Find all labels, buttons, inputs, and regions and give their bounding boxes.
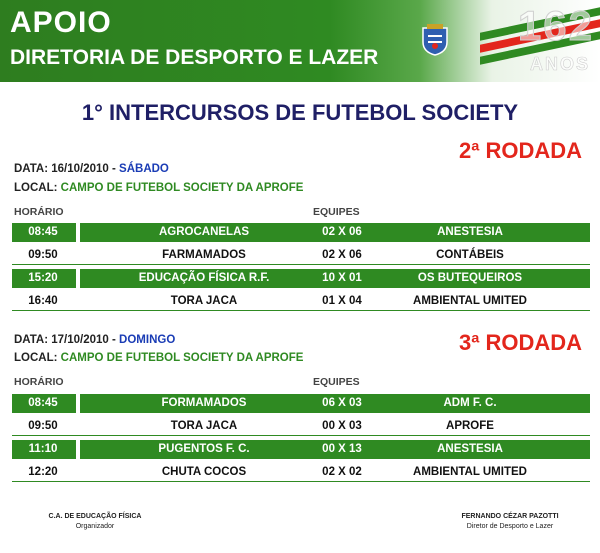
- home-team: PUGENTOS F. C.: [158, 443, 250, 455]
- score: 10 X 01: [322, 272, 362, 284]
- home-team: CHUTA COCOS: [161, 466, 247, 478]
- away-team: ADM F. C.: [443, 397, 497, 409]
- home-team: FARMAMADOS: [162, 249, 246, 261]
- home-team: AGROCANELAS: [158, 226, 250, 238]
- table-row: [12, 269, 590, 288]
- page-title: 1° INTERCURSOS DE FUTEBOL SOCIETY: [81, 100, 519, 125]
- away-team: ANESTESIA: [437, 226, 503, 238]
- column-header-teams: EQUIPES: [313, 206, 360, 218]
- anniversary-label: ANOS: [529, 54, 590, 74]
- table-row: [12, 246, 590, 265]
- score: 06 X 03: [322, 397, 362, 409]
- score: 00 X 13: [322, 443, 362, 455]
- table-row: [12, 394, 590, 413]
- header-banner: [0, 0, 600, 82]
- match-location: [14, 352, 303, 364]
- day-label: SÁBADO: [119, 163, 169, 175]
- score: 02 X 06: [322, 226, 362, 238]
- column-header-teams: EQUIPES: [313, 376, 360, 388]
- score: 00 X 03: [322, 420, 362, 432]
- away-team: APROFE: [446, 420, 494, 432]
- home-team: EDUCAÇÃO FÍSICA R.F.: [138, 272, 270, 284]
- score: 02 X 06: [322, 249, 362, 261]
- organizer-role: Organizador: [75, 523, 115, 530]
- home-team: TORA JACA: [170, 420, 238, 432]
- local-label: LOCAL:: [14, 352, 61, 364]
- banner-subtitle: DIRETORIA DE DESPORTO E LAZER: [10, 46, 379, 69]
- table-row: [12, 223, 590, 242]
- game-time: 09:50: [28, 420, 58, 432]
- table-row: [12, 463, 590, 482]
- anniversary-number: 162: [517, 2, 594, 49]
- local-label: LOCAL:: [14, 182, 61, 194]
- day-label: DOMINGO: [119, 334, 176, 346]
- score: 01 X 04: [322, 295, 362, 307]
- table-row: [12, 440, 590, 459]
- match-date: [14, 163, 169, 175]
- round-label: 3ª RODADA: [458, 330, 582, 355]
- game-time: 16:40: [28, 295, 58, 307]
- game-time: 08:45: [28, 397, 58, 409]
- game-time: 12:20: [28, 466, 58, 478]
- match-location: [14, 182, 303, 194]
- column-header-time: HORÁRIO: [14, 206, 64, 218]
- signature-director: [430, 512, 590, 532]
- date-label: DATA: 16/10/2010 -: [14, 163, 120, 175]
- date-label: DATA: 17/10/2010 -: [14, 334, 120, 346]
- away-team: ANESTESIA: [437, 443, 503, 455]
- game-time: 08:45: [28, 226, 58, 238]
- away-team: CONTÁBEIS: [436, 249, 504, 261]
- table-row: [12, 292, 590, 311]
- score: 02 X 02: [322, 466, 362, 478]
- match-date: [14, 334, 175, 346]
- round-label: 2ª RODADA: [458, 138, 582, 163]
- game-time: 09:50: [28, 249, 58, 261]
- away-team: AMBIENTAL UMITED: [413, 295, 527, 307]
- director-name: FERNANDO CÉZAR PAZOTTI: [461, 513, 559, 520]
- game-time: 15:20: [28, 272, 58, 284]
- organizer-name: C.A. DE EDUCAÇÃO FÍSICA: [48, 513, 142, 520]
- away-team: AMBIENTAL UMITED: [413, 466, 527, 478]
- column-header-time: HORÁRIO: [14, 376, 64, 388]
- table-row: [12, 417, 590, 436]
- banner-title: APOIO: [10, 6, 112, 39]
- home-team: TORA JACA: [170, 295, 238, 307]
- director-role: Diretor de Desporto e Lazer: [466, 523, 554, 530]
- signature-organizer: [20, 512, 170, 532]
- away-team: OS BUTEQUEIROS: [417, 272, 523, 284]
- coat-of-arms-icon: [420, 22, 450, 56]
- local-value: CAMPO DE FUTEBOL SOCIETY DA APROFE: [60, 182, 304, 194]
- game-time: 11:10: [28, 443, 58, 455]
- home-team: FORMAMADOS: [161, 397, 247, 409]
- local-value: CAMPO DE FUTEBOL SOCIETY DA APROFE: [60, 352, 304, 364]
